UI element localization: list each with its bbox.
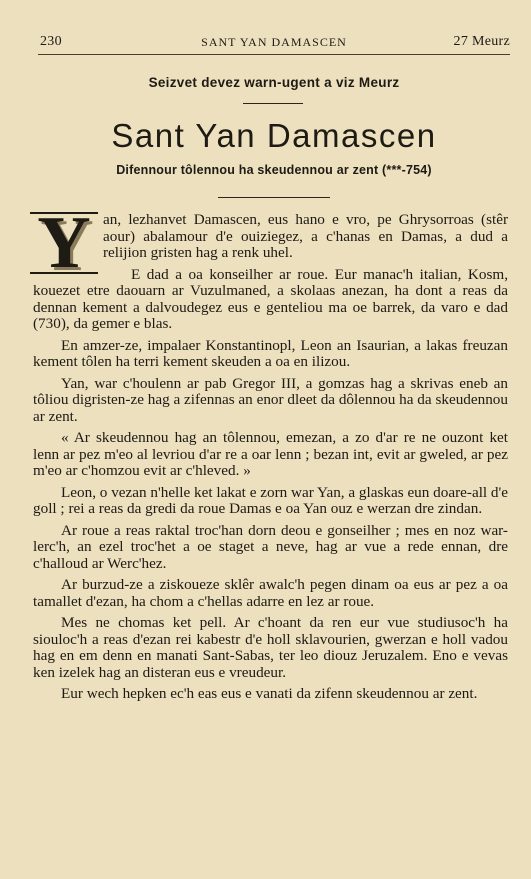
paragraph: En amzer-ze, impalaer Konstantinopl, Leon an Isaurian, a lakas freuzan kement tôlen ha terri kement skeuden a oa en ilizou.: [33, 336, 508, 370]
divider-rule: [218, 197, 330, 198]
paragraph: Mes ne chomas ket pell. Ar c'hoant da ren eur vue studiusoc'h ha siouloc'h a reas d'ezan rei kabestr d'e holl sklavourien, gwerzan e holl vadou hag en em denn en manati Sant-Sabas, ter leo diouz Jeruzalem. Eno e vevas ken izelek hag an disteran eus e vreudeur.: [33, 614, 508, 681]
paragraph: E dad a oa konseilher ar roue. Eur manac'h italian, Kosm, kouezet etre daouarn ar Vuzulmaned, a skolaas anezan, ha dont a reas da dennan kement a dalvoudegez eus e genteliou ma oe barrek, da varo e dad (730), da gemer e blas.: [33, 265, 508, 332]
paragraph: Eur wech hepken ec'h eas eus e vanati da zifenn skeudennou ar zent.: [61, 685, 478, 702]
paragraph: « Ar skeudennou hag an tôlennou, emezan, a zo d'ar re ne ouzont ket lenn ar pez m'eo al levriou d'ar re a oar lenn ; bezan int, evit ar gweled, ar pez m'eo ar c'homzou evit ar c'hleved. »: [33, 429, 508, 479]
paragraph: Leon, o vezan n'helle ket lakat e zorn war Yan, a glaskas eun doare-all d'e goll ; rei a reas da gredi da roue Damas e oa Yan ouz e werzan dre zindan.: [33, 483, 508, 517]
page-number: 230: [40, 34, 62, 49]
page-subtitle: Difennour tôlennou ha skeudennou ar zent (***-754): [116, 163, 432, 177]
paragraph: [33, 212, 508, 262]
divider-rule: [243, 103, 303, 104]
article-body: [33, 212, 508, 708]
paragraph-text: an, lezhanvet Damascen, eus hano e vro, pe Ghrysorroas (stêr aour) abalamour d'e ouiziegez, a c'hanas en Damas, a dud a relijion gristen hag a renk uhel.: [103, 211, 508, 261]
page-title: Sant Yan Damascen: [111, 117, 437, 154]
paragraph: Yan, war c'houlenn ar pab Gregor III, a gomzas hag a skrivas eneb an tôliou digristen-ze hag a zifennas an enor dleet da dôlennou ha da skeudennou ar zent.: [33, 374, 508, 425]
header-date: 27 Meurz: [453, 34, 510, 49]
drop-cap-space: [33, 212, 103, 274]
running-header: [38, 34, 510, 55]
drop-cap-letter: Y: [37, 202, 91, 284]
feast-day-line: Seizvet devez warn-ugent a viz Meurz: [148, 75, 400, 90]
paragraph: Ar burzud-ze a ziskoueze sklêr awalc'h pegen dinam oa eus ar pez a oa tamallet d'ezan, ha chom a c'hellas adarre en lez ar roue.: [33, 576, 508, 610]
paragraph: Ar roue a reas raktal troc'han dorn deou e gonseilher ; mes en noz war-lerc'h, an ezel troc'het a oe staget a neve, hag ar vue a rede ennan, dre c'halloud ar Werc'hez.: [33, 521, 508, 572]
running-title: SANT YAN DAMASCEN: [201, 35, 347, 49]
